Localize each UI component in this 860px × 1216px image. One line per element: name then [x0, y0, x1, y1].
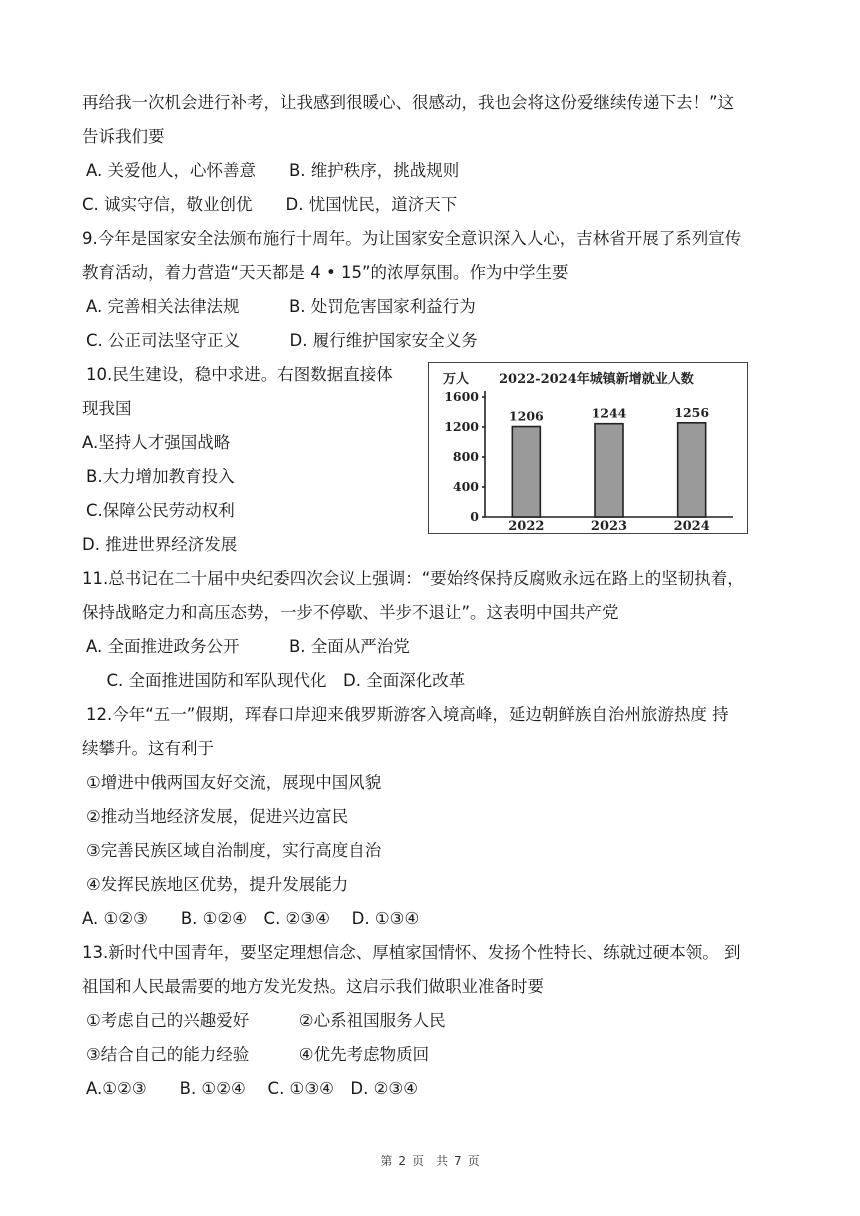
category-label-2023: 2023 [590, 519, 628, 533]
y-tick-label: 400 [452, 479, 479, 494]
option-line: A. 全面推进政务公开 B. 全面从严治党 [86, 637, 410, 656]
data-label-2023: 1244 [591, 405, 627, 421]
employment-bar-chart [428, 362, 748, 534]
option-line: C.保障公民劳动权利 [86, 501, 235, 520]
text-line: 保持战略定力和高压态势，一步不停歇、半步不退让”。这表明中国共产党 [82, 603, 619, 622]
option-line: A. ①②③ B. ①②④ C. ②③④ D. ①③④ [82, 909, 420, 928]
category-label-2024: 2024 [673, 519, 710, 533]
statement-line: ③完善民族区域自治制度，实行高度自治 [86, 841, 382, 860]
bar-2023 [595, 424, 623, 517]
question-line: 9.今年是国家安全法颁布施行十周年。为让国家安全意识深入人心，吉林省开展了系列宣传 [82, 229, 742, 248]
text-line: 祖国和人民最需要的地方发光发热。这启示我们做职业准备时要 [82, 977, 544, 996]
y-tick-label: 1600 [444, 389, 479, 404]
text-line: 续攀升。这有利于 [82, 739, 214, 758]
text-line: 告诉我们要 [82, 127, 165, 146]
category-label-2022: 2022 [508, 519, 545, 533]
chart-bars [508, 405, 710, 533]
chart-canvas [429, 363, 747, 533]
statement-line: ①增进中俄两国友好交流，展现中国风貌 [86, 773, 382, 792]
statement-line: ④发挥民族地区优势，提升发展能力 [86, 875, 349, 894]
option-line: D. 推进世界经济发展 [82, 535, 238, 554]
question-line: 12.今年“五一”假期，珲春口岸迎来俄罗斯游客入境高峰，延边朝鲜族自治州旅游热度 持 [86, 705, 729, 724]
y-tick-label: 0 [470, 509, 479, 524]
question-line: 13.新时代中国青年，要坚定理想信念、厚植家国情怀、发扬个性特长、练就过硬本领。 到 [82, 943, 741, 962]
y-tick-labels [444, 389, 485, 524]
option-line: B.大力增加教育投入 [86, 467, 235, 486]
option-line: A. 关爱他人，心怀善意 B. 维护秩序，挑战规则 [86, 161, 460, 180]
footer-total-pages: 7 [454, 1154, 462, 1168]
footer-of-label: 页 共 [411, 1154, 448, 1168]
bar-2024 [678, 423, 706, 517]
option-line: C. 诚实守信，敬业创优 D. 忧国忧民，道济天下 [82, 195, 458, 214]
statement-line: ②推动当地经济发展，促进兴边富民 [86, 807, 349, 826]
footer-page-label: 第 [380, 1154, 393, 1168]
option-line: A.坚持人才强国战略 [82, 433, 231, 452]
y-tick-label: 1200 [444, 419, 479, 434]
text-line: 再给我一次机会进行补考，让我感到很暖心、很感动，我也会将这份爱继续传递下去！”这 [82, 93, 735, 112]
statement-line: ①考虑自己的兴趣爱好 ②心系祖国服务人民 [86, 1011, 446, 1030]
footer-page-number: 2 [398, 1154, 406, 1168]
option-line: A.①②③ B. ①②④ C. ①③④ D. ②③④ [86, 1079, 419, 1098]
question-line: 10.民生建设，稳中求进。右图数据直接体 [86, 365, 393, 384]
bar-2022 [512, 427, 540, 517]
option-line: C. 全面推进国防和军队现代化 D. 全面深化改革 [90, 671, 466, 690]
question-line: 11.总书记在二十届中央纪委四次会议上强调：“要始终保持反腐败永远在路上的坚韧执着， [82, 569, 744, 588]
page-footer [0, 1152, 860, 1169]
data-label-2024: 1256 [674, 404, 710, 420]
y-tick-label: 800 [452, 449, 479, 464]
text-line: 现我国 [82, 399, 132, 418]
chart-unit-label: 万人 [443, 372, 470, 387]
option-line: C. 公正司法坚守正义 D. 履行维护国家安全义务 [86, 331, 478, 350]
option-line: A. 完善相关法律法规 B. 处罚危害国家利益行为 [86, 297, 476, 316]
statement-line: ③结合自己的能力经验 ④优先考虑物质回 [86, 1045, 430, 1064]
text-line: 教育活动，着力营造“天天都是 4 • 15”的浓厚氛围。作为中学生要 [82, 263, 569, 282]
data-label-2022: 1206 [508, 408, 544, 424]
footer-page-end: 页 [467, 1154, 480, 1168]
chart-title: 2022-2024年城镇新增就业人数 [499, 372, 694, 387]
